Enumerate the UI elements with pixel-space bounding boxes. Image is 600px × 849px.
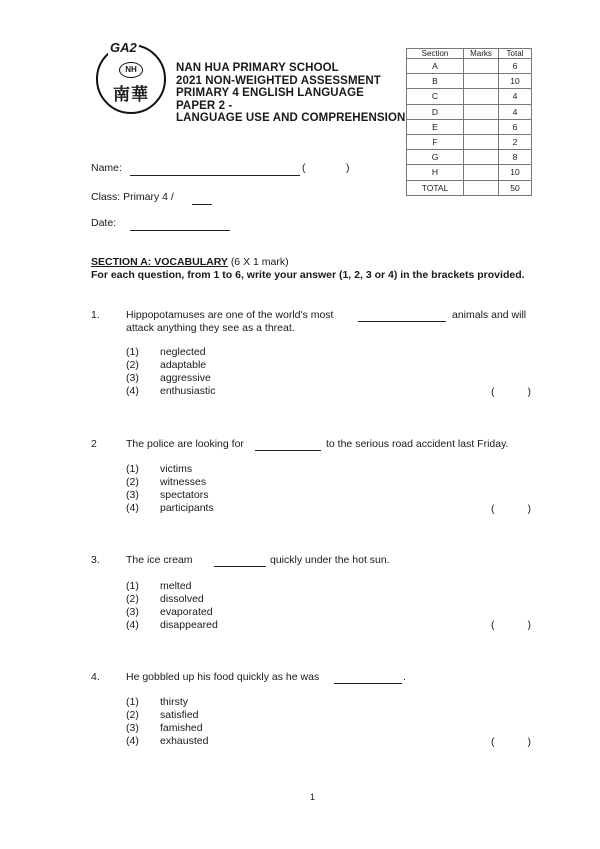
- row-total: 10: [499, 165, 532, 180]
- date-field[interactable]: [130, 230, 230, 231]
- question-number: 4.: [91, 671, 100, 683]
- register-paren-close: ): [346, 162, 350, 174]
- row-marks: [464, 59, 499, 74]
- marks-table-header: [407, 49, 532, 59]
- paper-number: PAPER 2 -: [176, 99, 233, 112]
- table-row: [407, 134, 532, 149]
- row-section: A: [407, 59, 464, 74]
- row-section: H: [407, 165, 464, 180]
- row-marks: [464, 119, 499, 134]
- option: (1) thirsty: [126, 696, 189, 708]
- row-marks: [464, 180, 499, 195]
- options-list: [126, 696, 208, 748]
- option: (2) witnesses: [126, 476, 207, 488]
- register-paren-open: (: [302, 162, 306, 174]
- answer-blank: [214, 566, 266, 567]
- row-marks: [464, 89, 499, 104]
- row-marks: [464, 74, 499, 89]
- question-text: He gobbled up his food quickly as he was: [126, 671, 320, 683]
- row-section: C: [407, 89, 464, 104]
- logo-center-text: NH: [119, 62, 143, 78]
- answer-bracket[interactable]: ( ): [491, 619, 531, 631]
- subject-title: PRIMARY 4 ENGLISH LANGUAGE: [176, 87, 364, 99]
- option: (4) enthusiastic: [126, 385, 216, 397]
- header-total: Total: [499, 49, 532, 59]
- table-row-total: [407, 180, 532, 195]
- options-list: [126, 463, 214, 515]
- name-label: Name:: [91, 162, 122, 174]
- question-text: The ice cream: [126, 554, 193, 566]
- section-a-instruction: For each question, from 1 to 6, write your answer (1, 2, 3 or 4) in the brackets provided.: [91, 269, 525, 281]
- logo-top-text: GA2: [110, 40, 137, 55]
- question-text: The police are looking for: [126, 438, 244, 450]
- row-total: 50: [499, 180, 532, 195]
- option: (1) victims: [126, 463, 193, 475]
- options-list: [126, 346, 215, 398]
- row-marks: [464, 165, 499, 180]
- option: (1) neglected: [126, 346, 206, 358]
- option: (1) melted: [126, 580, 192, 592]
- question-text-after: .: [403, 671, 406, 683]
- row-total: 4: [499, 104, 532, 119]
- answer-blank: [334, 683, 402, 684]
- section-a-title: SECTION A: VOCABULARY: [91, 256, 228, 268]
- header-marks: Marks: [464, 49, 499, 59]
- option: (4) exhausted: [126, 735, 209, 747]
- row-marks: [464, 150, 499, 165]
- row-total: 2: [499, 134, 532, 149]
- answer-bracket[interactable]: ( ): [491, 503, 531, 515]
- row-total: 10: [499, 74, 532, 89]
- answer-blank: [358, 321, 446, 322]
- table-row: [407, 74, 532, 89]
- option: (2) dissolved: [126, 593, 204, 605]
- answer-blank: [255, 450, 321, 451]
- section-a-heading: [91, 256, 289, 268]
- option: (4) participants: [126, 502, 214, 514]
- row-section: F: [407, 134, 464, 149]
- answer-bracket[interactable]: ( ): [491, 736, 531, 748]
- class-label: Class: Primary 4 /: [91, 191, 174, 203]
- row-total: 8: [499, 150, 532, 165]
- row-section: E: [407, 119, 464, 134]
- table-row: [407, 119, 532, 134]
- class-field[interactable]: [192, 204, 212, 205]
- question-number: 2: [91, 438, 97, 450]
- question-text-after: animals and will: [452, 309, 527, 321]
- question-text-line2: attack anything they see as a threat.: [126, 322, 295, 334]
- paper-title: LANGUAGE USE AND COMPREHENSION: [176, 112, 406, 124]
- logo-chinese-text: 南華: [113, 85, 149, 105]
- row-total: 6: [499, 59, 532, 74]
- answer-bracket[interactable]: ( ): [491, 386, 531, 398]
- date-label: Date:: [91, 217, 117, 229]
- option: (2) satisfied: [126, 709, 199, 721]
- header-section: Section: [407, 49, 464, 59]
- row-section: D: [407, 104, 464, 119]
- option: (3) aggressive: [126, 372, 211, 384]
- question-text: Hippopotamuses are one of the world's most: [126, 309, 334, 321]
- row-section: B: [407, 74, 464, 89]
- option: (3) evaporated: [126, 606, 213, 618]
- school-logo: [96, 40, 166, 114]
- row-section: G: [407, 150, 464, 165]
- question-number: 3.: [91, 554, 100, 566]
- row-section: TOTAL: [407, 180, 464, 195]
- page-number: 1: [310, 792, 316, 802]
- assessment-title: 2021 NON-WEIGHTED ASSESSMENT: [176, 74, 381, 87]
- table-row: [407, 150, 532, 165]
- option: (3) spectators: [126, 489, 209, 501]
- option: (4) disappeared: [126, 619, 218, 631]
- paper-header: [176, 62, 405, 125]
- table-row: [407, 89, 532, 104]
- question-text-after: to the serious road accident last Friday.: [326, 438, 509, 450]
- question-number: 1.: [91, 309, 100, 321]
- row-marks: [464, 134, 499, 149]
- name-field[interactable]: [130, 175, 300, 176]
- section-a-marks: (6 X 1 mark): [230, 256, 289, 268]
- question-text-after: quickly under the hot sun.: [270, 554, 390, 566]
- school-name: NAN HUA PRIMARY SCHOOL: [176, 62, 339, 74]
- row-marks: [464, 104, 499, 119]
- row-total: 4: [499, 89, 532, 104]
- row-total: 6: [499, 119, 532, 134]
- table-row: [407, 104, 532, 119]
- option: (2) adaptable: [126, 359, 207, 371]
- options-list: [126, 580, 218, 632]
- table-row: [407, 165, 532, 180]
- table-row: [407, 59, 532, 74]
- option: (3) famished: [126, 722, 203, 734]
- marks-table: [406, 48, 532, 196]
